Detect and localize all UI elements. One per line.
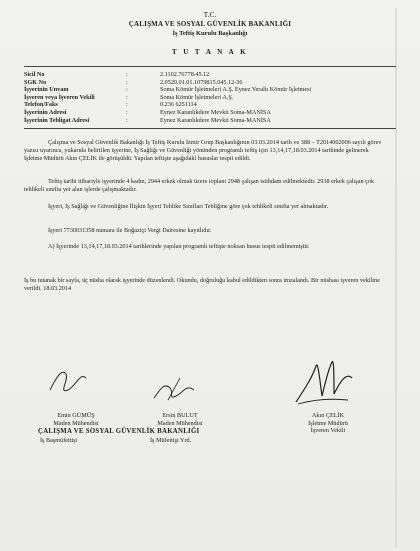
info-row [24, 71, 396, 79]
footer-ministry: ÇALIŞMA VE SOSYAL GÜVENLİK BAKANLIĞI [38, 428, 200, 435]
info-table [24, 71, 396, 124]
info-colon: : [126, 86, 128, 94]
info-label: SGK No [24, 78, 47, 86]
info-label: İşyerinin Adresi [24, 108, 67, 116]
info-value: 0.236 6251114 [160, 101, 197, 109]
divider-top [24, 66, 396, 67]
signatory-name: Emin GÜMÜŞ [57, 412, 95, 419]
paragraph-hazard-class: İşyeri, İş Sağlığı ve Güvenliğine İlişkin İşyeri Tehlike Sınıfları Tebliğine göre çok tehlikeli sınıfta yer almaktadır. [48, 203, 329, 210]
info-colon: : [126, 101, 128, 109]
info-value: Soma Kömür İşletmeleri A.Ş. [160, 93, 234, 101]
signatory-title: Maden Mühendisi [53, 419, 99, 427]
signature-bulut [150, 370, 200, 406]
info-row [24, 86, 396, 94]
header-board: İş Teftiş Kurulu Başkanlığı [172, 30, 248, 37]
signatory-title: İşletme Müdürü [308, 419, 348, 427]
info-value: 2.1102.76778.45.12 [160, 71, 210, 78]
info-colon: : [126, 71, 128, 78]
divider-middle [24, 128, 396, 129]
footer-right-role: İş Müfettişi Yrd. [150, 437, 192, 444]
info-colon: : [126, 108, 128, 116]
header-tc: T.C. [203, 10, 217, 19]
info-colon: : [126, 116, 128, 124]
info-label: İşveren veya İşveren Vekili [24, 93, 95, 101]
signatory-right [288, 412, 368, 435]
signatory-name: Ersin BULUT [162, 412, 198, 419]
info-label: Telefon/Faks [24, 101, 58, 109]
paragraph-closing: İş bu tutanak bir sayfa, üç nüsha olarak işyerinde düzenlendi. Okundu, doğruluğu kabul edildikten sonra imzalandı. Bir nüshası işveren vekiline verildi. 18.03.2014 [24, 277, 380, 292]
info-value: Soma Kömür İşletmeleri A.Ş. Eynez Yeraltı Kömür İşletmesi [160, 86, 312, 94]
info-value: Eynez Karanlıkdere Mevkii Soma-MANİSA [160, 108, 271, 116]
signatory-left [36, 412, 116, 427]
info-label: İşyerinin Unvanı [24, 86, 69, 94]
paragraph-tax: İşyeri 7730031358 numara ile Boğaziçi Vergi Dairesine kayıtlıdır. [48, 227, 212, 234]
info-label: İşyerinin Tebligat Adresi [24, 116, 90, 124]
info-value: 2.0520.01.01.1079815.045.12-36 [160, 78, 243, 86]
info-colon: : [126, 78, 128, 86]
info-row [24, 79, 396, 87]
signatory-middle [140, 412, 220, 427]
info-value: Eynez Karanlıkdere Mevkii Soma-MANİSA [160, 116, 271, 124]
footer-left-role: İş Başmüfettişi [40, 437, 78, 444]
info-row [24, 94, 396, 102]
info-row [24, 101, 396, 109]
info-colon: : [126, 93, 128, 101]
signatory-role: İşveren Vekili [310, 427, 346, 435]
header-ministry: ÇALIŞMA VE SOSYAL GÜVENLİK BAKANLIĞI [128, 19, 292, 28]
signatory-name: Akın ÇELİK [311, 412, 345, 419]
document-title: T U T A N A K [171, 48, 249, 56]
paragraph-employees: Teftiş tarihi itibariyle işyerinde 4 kadın, 2944 erkek olmak üzere toplam 2948 çalışan istihdam edilmektedir. 2938 erkek çalışan çok tehlikeli sınıfta yer alan işlerde çalışmaktadır. [24, 178, 375, 193]
document-header [0, 10, 420, 39]
info-row [24, 109, 396, 117]
paragraph-findings: A) İşyerinde 13,14,17,18.03.2014 tarihlerinde yapılan programlı teftişte noksan husus tespit edilmemiştir. [48, 243, 310, 250]
paragraph-intro: Çalışma ve Sosyal Güvenlik Bakanlığı İş Teftiş Kurulu İzmir Grup Başkanlığının 03.03.2014 tarih ve 388 – T2014002006 sayılı görev yazısı uyarınca, yukarıda belirtilen işyerine, İş Sağlığı ve Güvenliği yönünden programlı teftiş için 13,14,17,18.03.2014 tarihinde gelinerek İşletme Müdürü Akın ÇELİK ile görüşüldü. Yapılan teftişte aşağıdaki hususlar tespit edildi. [24, 139, 382, 162]
info-row [24, 117, 396, 125]
signatory-title: Maden Mühendisi [157, 419, 203, 427]
signature-gumus [44, 360, 94, 400]
info-label: Sicil No [24, 71, 45, 78]
signature-celik [288, 352, 358, 408]
